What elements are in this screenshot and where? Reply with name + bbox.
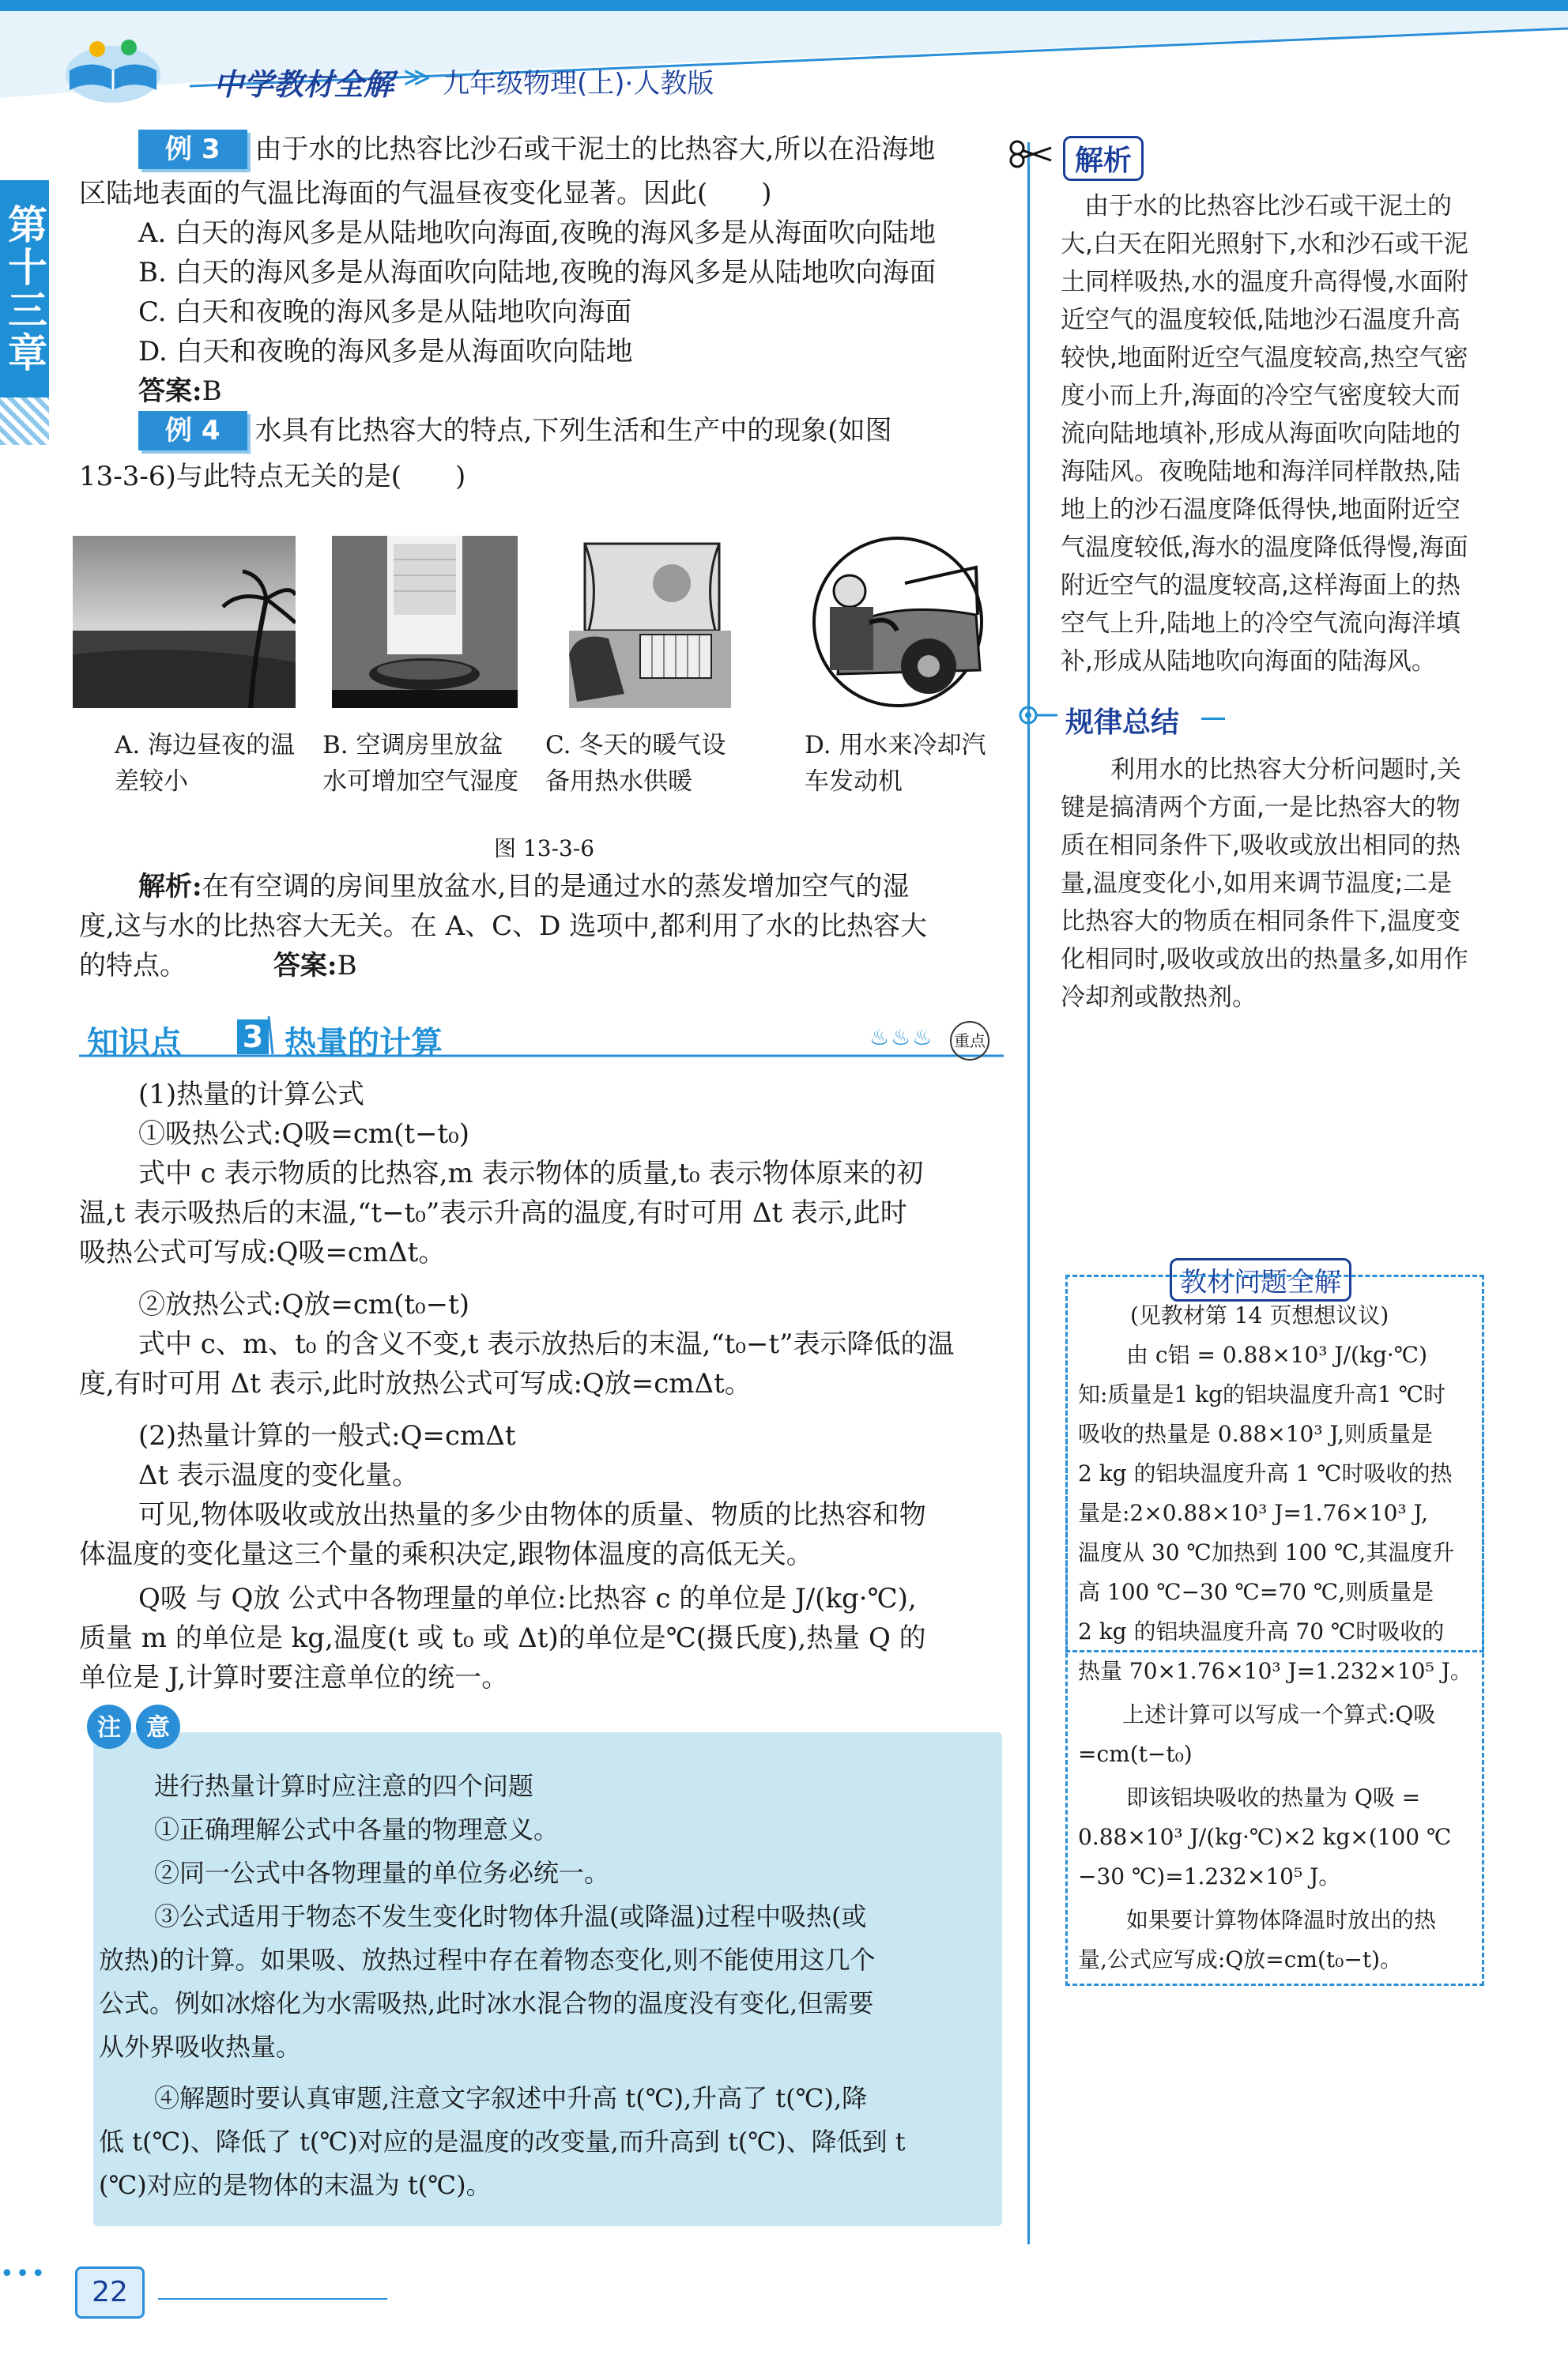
analysis-line-3: 土同样吸热,水的温度升高得慢,水面附 — [1061, 268, 1468, 296]
body-line-15: 单位是 J,计算时要注意单位的统一。 — [79, 1662, 509, 1694]
analysis-line-12: 空气上升,陆地上的冷空气流向海洋填 — [1061, 609, 1461, 638]
analysis-line-9: 地上的沙石温度降低得快,地面附近空 — [1061, 495, 1461, 524]
key-point-badge: 重点 — [950, 1021, 989, 1061]
body-line-7: 式中 c、m、t₀ 的含义不变,t 表示放热后的末温,“t₀−t”表示降低的温 — [138, 1328, 955, 1360]
figure-b-caption: B. 空调房里放盆水可增加空气湿度 — [322, 731, 518, 796]
example3-badge: 例 3 — [138, 130, 247, 169]
analysis-line-11: 附近空气的温度较高,这样海面上的热 — [1061, 571, 1461, 600]
body-line-8: 度,有时可用 Δt 表示,此时放热公式可写成:Q放=cmΔt。 — [79, 1368, 752, 1400]
header-top-stripe — [0, 0, 1568, 11]
example4-analysis-line1: 解析:在有空调的房间里放盆水,目的是通过水的蒸发增加空气的湿 — [138, 871, 910, 902]
textbook-line-3: 知:质量是1 kg的铝块温度升高1 ℃时 — [1078, 1381, 1446, 1407]
body-line-9: (2)热量计算的一般式:Q=cmΔt — [138, 1420, 516, 1452]
example3-option-a: A. 白天的海风多是从陆地吹向海面,夜晚的海风多是从海面吹向陆地 — [138, 217, 936, 249]
body-line-12: 体温度的变化量这三个量的乘积决定,跟物体温度的高低无关。 — [79, 1539, 813, 1570]
rule-line-6: 化相同时,吸收或放出的热量多,如用作 — [1061, 945, 1468, 974]
body-line-2: ①吸热公式:Q吸=cm(t−t₀) — [138, 1118, 470, 1150]
figure-label: 图 13-3-6 — [494, 835, 595, 861]
header-grade-title: 九年级物理(上)·人教版 — [443, 68, 714, 100]
textbook-line-12: =cm(t−t₀) — [1078, 1741, 1193, 1767]
scissors-icon — [1008, 138, 1055, 170]
rule-line-4: 量,温度变化小,如用来调节温度;二是 — [1061, 869, 1453, 898]
textbook-line-15: −30 ℃)=1.232×10⁵ J。 — [1078, 1863, 1341, 1890]
rule-title-underline — [1201, 718, 1225, 720]
example3-option-c: C. 白天和夜晚的海风多是从陆地吹向海面 — [138, 296, 632, 328]
page-dots: ••• — [0, 2260, 47, 2288]
body-line-4: 温,t 表示吸热后的末温,“t−t₀”表示升高的温度,有时可用 Δt 表示,此时 — [79, 1197, 907, 1229]
chapter-tab-stripes — [0, 398, 49, 445]
rule-line-2: 键是搞清两个方面,一是比热容大的物 — [1061, 793, 1461, 822]
figure-d-car-cooling-drawing — [794, 536, 1001, 708]
textbook-line-1: (见教材第 14 页想想议议) — [1130, 1302, 1389, 1328]
note-icon-char-1: 注 — [97, 1714, 121, 1742]
example3-option-b: B. 白天的海风多是从海面吹向陆地,夜晚的海风多是从陆地吹向海面 — [138, 257, 937, 288]
rule-line-7: 冷却剂或散热剂。 — [1061, 983, 1257, 1012]
figure-b-air-conditioner-photo — [332, 536, 518, 708]
textbook-qa-title: 教材问题全解 — [1170, 1258, 1351, 1302]
knowledge-point-label: 知识点 — [87, 1025, 182, 1061]
note-line-2: ①正确理解公式中各量的物理意义。 — [154, 1814, 560, 1844]
header-series-title: 中学教材全解 — [213, 67, 394, 102]
textbook-line-7: 温度从 30 ℃加热到 100 ℃,其温度升 — [1078, 1539, 1455, 1566]
header-separator: ≫ — [403, 62, 432, 93]
knowledge-point-number: 3 — [237, 1019, 269, 1054]
figure-c-caption: C. 冬天的暖气设备用热水供暖 — [545, 731, 726, 796]
body-line-14: 质量 m 的单位是 kg,温度(t 或 t₀ 或 Δt)的单位是℃(摄氏度),热量 Q 的 — [79, 1622, 926, 1654]
note-line-6: 公式。例如冰熔化为水需吸热,此时冰水混合物的温度没有变化,但需要 — [99, 1988, 874, 2018]
textbook-line-4: 吸收的热量是 0.88×10³ J,则质量是 — [1078, 1421, 1433, 1447]
example4-stem-line2: 13-3-6)与此特点无关的是( ) — [79, 461, 466, 492]
body-line-13: Q吸 与 Q放 公式中各物理量的单位:比热容 c 的单位是 J/(kg·℃), — [138, 1583, 917, 1615]
analysis-line-1: 由于水的比热容比沙石或干泥土的 — [1084, 192, 1452, 220]
textbook-line-2: 由 c铝 = 0.88×10³ J/(kg·℃) — [1126, 1342, 1428, 1368]
flame-icons: ♨♨♨ — [869, 1024, 934, 1050]
example4-stem-line1: 例 4 水具有比热容大的特点,下列生活和生产中的现象(如图 — [138, 411, 1008, 450]
body-line-5: 吸热公式可写成:Q吸=cmΔt。 — [79, 1237, 446, 1268]
analysis-line-7: 流向陆地填补,形成从海面吹向陆地的 — [1061, 420, 1461, 448]
example3-stem-line2: 区陆地表面的气温比海面的气温昼夜变化显著。因此( ) — [79, 178, 772, 209]
textbook-line-14: 0.88×10³ J/(kg·℃)×2 kg×(100 ℃ — [1078, 1824, 1452, 1850]
rule-line-3: 质在相同条件下,吸收或放出相同的热 — [1061, 831, 1461, 860]
figure-a-caption: A. 海边昼夜的温差较小 — [115, 731, 296, 796]
note-line-7: 从外界吸收热量。 — [99, 2032, 302, 2062]
body-line-11: 可见,物体吸收或放出热量的多少由物体的质量、物质的比热容和物 — [138, 1499, 926, 1531]
open-book-logo-icon — [62, 27, 164, 106]
analysis-line-13: 补,形成从陆地吹向海面的陆海风。 — [1061, 647, 1436, 676]
textbook-line-17: 量,公式应写成:Q放=cm(t₀−t)。 — [1078, 1946, 1403, 1972]
figure-c-radiator-room-drawing — [553, 536, 747, 708]
note-line-5: 放热)的计算。如果吸、放热过程中存在着物态变化,则不能使用这几个 — [99, 1945, 876, 1975]
note-line-9: 低 t(℃)、降低了 t(℃)对应的是温度的改变量,而升高到 t(℃)、降低到 t — [99, 2127, 906, 2157]
note-line-1: 进行热量计算时应注意的四个问题 — [154, 1771, 534, 1801]
textbook-line-5: 2 kg 的铝块温度升高 1 ℃时吸收的热 — [1078, 1460, 1453, 1486]
textbook-line-13: 即该铝块吸收的热量为 Q吸 = — [1126, 1784, 1421, 1810]
knowledge-point-title: 热量的计算 — [285, 1025, 443, 1061]
note-attention-icon — [85, 1699, 188, 1754]
example4-analysis-line3: 的特点。 答案:B — [79, 950, 357, 982]
note-line-10: (℃)对应的是物体的末温为 t(℃)。 — [99, 2170, 492, 2200]
analysis-line-6: 度小而上升,海面的冷空气密度较大而 — [1061, 382, 1461, 410]
body-line-10: Δt 表示温度的变化量。 — [138, 1460, 420, 1491]
textbook-line-16: 如果要计算物体降温时放出的热 — [1126, 1907, 1437, 1933]
analysis-line-8: 海陆风。夜晚陆地和海洋同样散热,陆 — [1061, 458, 1461, 486]
rule-line-1: 利用水的比热容大分析问题时,关 — [1110, 755, 1461, 784]
textbook-line-8: 高 100 ℃−30 ℃=70 ℃,则质量是 — [1078, 1579, 1434, 1605]
textbook-line-6: 量是:2×0.88×10³ J=1.76×10³ J, — [1078, 1500, 1428, 1526]
example4-analysis-line2: 度,这与水的比热容大无关。在 A、C、D 选项中,都利用了水的比热容大 — [79, 910, 928, 942]
knowledge-point-bar — [79, 1013, 1004, 1057]
textbook-line-9: 2 kg 的铝块温度升高 70 ℃时吸收的 — [1078, 1618, 1445, 1645]
chapter-tab: 第十三章 — [0, 180, 49, 398]
textbook-line-10: 热量 70×1.76×10³ J=1.232×10⁵ J。 — [1078, 1658, 1472, 1684]
bullet-target-icon — [1018, 705, 1057, 725]
analysis-line-4: 近空气的温度较低,陆地沙石温度升高 — [1061, 306, 1461, 334]
body-line-6: ②放热公式:Q放=cm(t₀−t) — [138, 1289, 470, 1321]
textbook-line-11: 上述计算可以写成一个算式:Q吸 — [1122, 1701, 1436, 1728]
column-divider — [1027, 142, 1030, 2244]
rule-line-5: 比热容大的物质在相同条件下,温度变 — [1061, 907, 1461, 936]
analysis-line-10: 气温度较低,海水的温度降低得慢,海面 — [1061, 533, 1468, 562]
footer-line — [158, 2298, 387, 2300]
figure-a-seaside-photo — [73, 536, 296, 708]
example3-stem-line1: 例 3 由于水的比热容比沙石或干泥土的比热容大,所以在沿海地 — [138, 130, 1008, 169]
example3-option-d: D. 白天和夜晚的海风多是从海面吹向陆地 — [138, 336, 633, 367]
note-line-8: ④解题时要认真审题,注意文字叙述中升高 t(℃),升高了 t(℃),降 — [154, 2083, 868, 2113]
body-line-1: (1)热量的计算公式 — [138, 1079, 365, 1110]
textbook-qa-border — [1065, 1275, 1484, 1986]
figure-d-caption: D. 用水来冷却汽车发动机 — [805, 731, 986, 796]
example3-answer: 答案:B — [138, 375, 222, 407]
note-line-3: ②同一公式中各物理量的单位务必统一。 — [154, 1858, 610, 1888]
example4-badge: 例 4 — [138, 411, 247, 450]
note-icon-char-2: 意 — [146, 1714, 170, 1742]
analysis-line-2: 大,白天在阳光照射下,水和沙石或干泥 — [1061, 230, 1468, 258]
note-line-4: ③公式适用于物态不发生变化时物体升温(或降温)过程中吸热(或 — [154, 1901, 867, 1931]
rule-summary-title: 规律总结 — [1065, 706, 1180, 739]
analysis-title: 解析 — [1063, 136, 1144, 181]
analysis-line-5: 较快,地面附近空气温度较高,热空气密 — [1061, 344, 1468, 372]
body-line-3: 式中 c 表示物质的比热容,m 表示物体的质量,t₀ 表示物体原来的初 — [138, 1158, 924, 1189]
page-number: 22 — [75, 2266, 145, 2319]
